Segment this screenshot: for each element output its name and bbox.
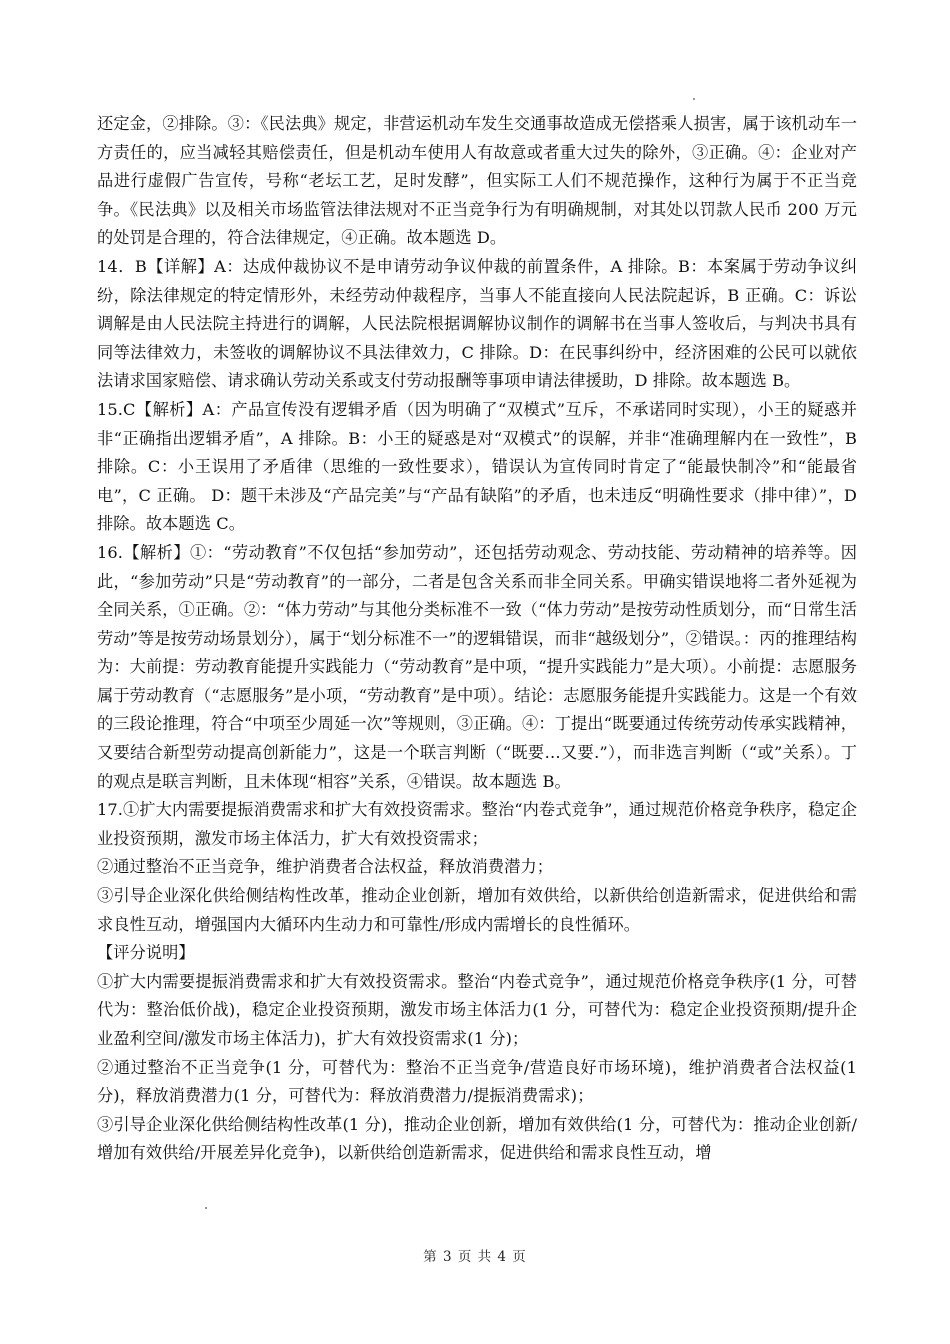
answer-15: 15.C【解析】A：产品宣传没有逻辑矛盾（因为明确了“双模式”互斥，不承诺同时实现），小王的疑惑并非“正确指出逻辑矛盾”，A 排除。B：小王的疑惑是对“双模式”的误解，并非“准确理解内在一致性”，B 排除。C：小王误用了矛盾律（思维的一致性要求），错误认为宣传同时肯定了“能最快制冷”和“能最省电”，C 正确。 D：题干未涉及“产品完美”与“产品有缺陷”的矛盾，也未违反“明确性要求（排中律）”，D 排除。故本题选 C。: [97, 399, 857, 534]
answer-16: 16.【解析】①：“劳动教育”不仅包括“参加劳动”，还包括劳动观念、劳动技能、劳动精神的培养等。因此，“参加劳动”只是“劳动教育”的一部分，二者是包含关系而非全同关系。甲确实错误地将二者外延视为全同关系，①正确。②：“体力劳动”与其他分类标准不一致（“体力劳动”是按劳动性质划分，而“日常生活劳动”等是按劳动场景划分），属于“划分标准不一”的逻辑错误，而非“越级划分”，②错误。：丙的推理结构为：大前提：劳动教育能提升实践能力（“劳动教育”是中项，“提升实践能力”是大项）。小前提：志愿服务属于劳动教育（“志愿服务”是小项，“劳动教育”是中项）。结论：志愿服务能提升实践能力。这是一个有效的三段论推理，符合“中项至少周延一次”等规则，③正确。④：丁提出“既要通过传统劳动传承实践精神，又要结合新型劳动提高创新能力”，这是一个联言判断（“既要…又要.”），而非选言判断（“或”关系）。丁的观点是联言判断，且未体现“相容”关系，④错误。故本题选 B。: [97, 542, 857, 791]
scoring-point-1: ①扩大内需要提振消费需求和扩大有效投资需求。整治“内卷式竞争”，通过规范价格竞争秩序(1 分，可替代为：整治低价战)，稳定企业投资预期，激发市场主体活力(1 分，可替代为：稳定企业投资预期/提升企业盈利空间/激发市场主体活力)，扩大有效投资需求(1 分)；: [97, 971, 857, 1048]
scan-speck-lower: [205, 1207, 207, 1209]
answer-17-point-3: ③引导企业深化供给侧结构性改革，推动企业创新，增加有效供给，以新供给创造新需求，促进供给和需求良性互动，增强国内大循环内生动力和可靠性/形成内需增长的良性循环。: [97, 886, 857, 934]
page-footer: 第 3 页 共 4 页: [423, 1249, 527, 1265]
answer-13-continuation: 还定金，②排除。③：《民法典》规定，非营运机动车发生交通事故造成无偿搭乘人损害，属于该机动车一方责任的，应当减轻其赔偿责任，但是机动车使用人有故意或者重大过失的除外，③正确。④：企业对产品进行虚假广告宣传，号称“老坛工艺，足时发酵”，但实际工人们不规范操作，这种行为属于不正当竞争。《民法典》以及相关市场监管法律法规对不正当竞争行为有明确规制，对其处以罚款人民币 200 万元的处罚是合理的，符合法律规定，④正确。故本题选 D。: [97, 114, 857, 248]
scoring-point-3: ③引导企业深化供给侧结构性改革(1 分)，推动企业创新，增加有效供给(1 分，可替代为：推动企业创新/增加有效供给/开展差异化竞争)，以新供给创造新需求，促进供给和需求良性互动，增: [97, 1114, 857, 1163]
document-body: [97, 110, 857, 1168]
answer-17-point-1: 17.①扩大内需要提振消费需求和扩大有效投资需求。整治“内卷式竞争”，通过规范价格竞争秩序，稳定企业投资预期，激发市场主体活力，扩大有效投资需求；: [97, 800, 857, 848]
scan-speck: [693, 98, 695, 100]
answer-14: 14．B【详解】A：达成仲裁协议不是申请劳动争议仲裁的前置条件，A 排除。B：本案属于劳动争议纠纷，除法律规定的特定情形外，未经劳动仲裁程序，当事人不能直接向人民法院起诉，B 正确。C：诉讼调解是由人民法院主持进行的调解，人民法院根据调解协议制作的调解书在当事人签收后，与判决书具有同等法律效力，未签收的调解协议不具法律效力，C 排除。D：在民事纠纷中，经济困难的公民可以就依法请求国家赔偿、请求确认劳动关系或支付劳动报酬等事项申请法律援助，D 排除。故本题选 B。: [97, 256, 857, 391]
scoring-point-2: ②通过整治不正当竞争(1 分，可替代为：整治不正当竞争/营造良好市场环境)，维护消费者合法权益(1 分)，释放消费潜力(1 分，可替代为：释放消费潜力/提振消费需求)；: [97, 1057, 857, 1106]
scoring-heading: 【评分说明】: [97, 943, 195, 963]
answer-17-point-2: ②通过整治不正当竞争，维护消费者合法权益，释放消费潜力；: [97, 857, 554, 877]
